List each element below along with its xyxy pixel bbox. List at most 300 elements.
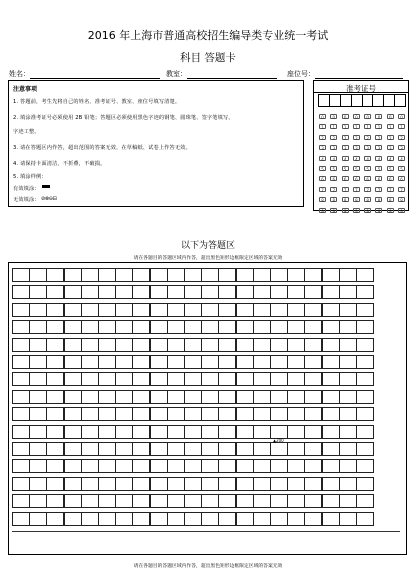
grid-cell[interactable] [167,390,185,404]
digit-bubble[interactable]: 2 [398,135,405,140]
grid-cell[interactable] [184,459,202,473]
grid-cell[interactable] [184,285,202,299]
digit-bubble[interactable]: 4 [398,156,405,161]
grid-cell[interactable] [304,268,322,282]
digit-bubble[interactable]: 7 [319,187,326,192]
grid-cell[interactable] [218,494,236,508]
digit-bubble[interactable]: 7 [364,187,371,192]
grid-cell[interactable] [322,459,340,473]
grid-cell[interactable] [356,338,374,352]
grid-cell[interactable] [150,512,168,526]
grid-cell[interactable] [115,407,133,421]
grid-cell[interactable] [304,494,322,508]
grid-cell[interactable] [12,355,30,369]
grid-cell[interactable] [132,355,150,369]
grid-cell[interactable] [132,459,150,473]
digit-bubble[interactable]: 4 [387,156,394,161]
digit-bubble[interactable]: 1 [375,124,382,129]
digit-bubble[interactable]: 9 [319,208,326,213]
grid-cell[interactable] [270,459,288,473]
digit-bubble[interactable]: 0 [342,114,349,119]
digit-bubble[interactable]: 4 [342,156,349,161]
digit-bubble[interactable]: 3 [387,145,394,150]
grid-cell[interactable] [218,268,236,282]
grid-cell[interactable] [339,390,357,404]
grid-cell[interactable] [339,425,357,439]
grid-cell[interactable] [339,303,357,317]
grid-cell[interactable] [322,355,340,369]
grid-cell[interactable] [236,477,254,491]
grid-cell[interactable] [356,477,374,491]
grid-cell[interactable] [236,268,254,282]
grid-cell[interactable] [201,390,219,404]
grid-cell[interactable] [81,355,99,369]
grid-cell[interactable] [81,338,99,352]
grid-cell[interactable] [287,372,305,386]
grid-cell[interactable] [115,285,133,299]
grid-cell[interactable] [287,442,305,456]
grid-cell[interactable] [184,477,202,491]
seat-field[interactable] [287,69,403,79]
grid-cell[interactable] [304,372,322,386]
grid-cell[interactable] [12,390,30,404]
grid-cell[interactable] [339,372,357,386]
grid-cell[interactable] [287,320,305,334]
grid-cell[interactable] [98,338,116,352]
digit-bubble[interactable]: 6 [375,176,382,181]
grid-cell[interactable] [322,494,340,508]
grid-cell[interactable] [287,425,305,439]
digit-bubble[interactable]: 7 [398,187,405,192]
grid-cell[interactable] [115,320,133,334]
grid-cell[interactable] [132,477,150,491]
grid-cell[interactable] [184,303,202,317]
grid-cell[interactable] [115,477,133,491]
grid-cell[interactable] [150,459,168,473]
grid-cell[interactable] [304,338,322,352]
grid-cell[interactable] [115,512,133,526]
digit-bubble[interactable]: 5 [387,166,394,171]
grid-cell[interactable] [253,338,271,352]
name-field[interactable] [9,69,160,79]
grid-cell[interactable] [339,407,357,421]
grid-cell[interactable] [201,268,219,282]
grid-cell[interactable] [150,425,168,439]
grid-cell[interactable] [184,268,202,282]
grid-cell[interactable] [46,390,64,404]
grid-cell[interactable] [115,355,133,369]
admission-digit-cell[interactable] [394,94,406,107]
grid-cell[interactable] [236,303,254,317]
grid-cell[interactable] [253,425,271,439]
grid-cell[interactable] [12,512,30,526]
digit-bubble[interactable]: 1 [353,124,360,129]
grid-cell[interactable] [64,442,82,456]
grid-cell[interactable] [356,268,374,282]
grid-cell[interactable] [167,459,185,473]
grid-cell[interactable] [64,338,82,352]
grid-cell[interactable] [81,512,99,526]
grid-cell[interactable] [270,285,288,299]
grid-cell[interactable] [29,442,47,456]
grid-cell[interactable] [339,338,357,352]
grid-cell[interactable] [201,459,219,473]
grid-cell[interactable] [46,268,64,282]
grid-cell[interactable] [132,338,150,352]
grid-cell[interactable] [339,512,357,526]
digit-bubble[interactable]: 0 [375,114,382,119]
grid-cell[interactable] [12,320,30,334]
grid-cell[interactable] [98,285,116,299]
grid-cell[interactable] [29,355,47,369]
digit-bubble[interactable]: 2 [342,135,349,140]
grid-cell[interactable] [270,477,288,491]
grid-cell[interactable] [339,285,357,299]
grid-cell[interactable] [201,285,219,299]
digit-bubble[interactable]: 8 [375,197,382,202]
digit-bubble[interactable]: 5 [353,166,360,171]
grid-cell[interactable] [12,268,30,282]
grid-cell[interactable] [236,512,254,526]
grid-cell[interactable] [132,372,150,386]
grid-cell[interactable] [64,512,82,526]
grid-cell[interactable] [167,425,185,439]
grid-cell[interactable] [46,355,64,369]
grid-cell[interactable] [150,303,168,317]
grid-cell[interactable] [167,512,185,526]
grid-cell[interactable] [322,407,340,421]
grid-cell[interactable] [29,390,47,404]
grid-cell[interactable] [218,303,236,317]
digit-bubble[interactable]: 4 [364,156,371,161]
grid-cell[interactable] [270,407,288,421]
grid-cell[interactable] [253,477,271,491]
grid-cell[interactable] [98,494,116,508]
grid-cell[interactable] [322,390,340,404]
digit-bubble[interactable]: 1 [387,124,394,129]
grid-cell[interactable] [150,407,168,421]
grid-cell[interactable] [218,390,236,404]
grid-cell[interactable] [150,320,168,334]
grid-cell[interactable] [270,390,288,404]
grid-cell[interactable] [12,407,30,421]
grid-cell[interactable] [115,459,133,473]
digit-bubble[interactable]: 8 [342,197,349,202]
digit-bubble[interactable]: 3 [319,145,326,150]
grid-cell[interactable] [46,477,64,491]
digit-bubble[interactable]: 8 [398,197,405,202]
grid-cell[interactable] [64,303,82,317]
grid-cell[interactable] [339,355,357,369]
digit-bubble[interactable]: 3 [398,145,405,150]
digit-bubble[interactable]: 5 [330,166,337,171]
grid-cell[interactable] [81,285,99,299]
grid-cell[interactable] [150,268,168,282]
digit-bubble[interactable]: 5 [319,166,326,171]
grid-cell[interactable] [46,425,64,439]
grid-cell[interactable] [29,303,47,317]
grid-cell[interactable] [339,320,357,334]
digit-bubble[interactable]: 1 [398,124,405,129]
grid-cell[interactable] [46,442,64,456]
grid-cell[interactable] [12,459,30,473]
grid-cell[interactable] [201,425,219,439]
digit-bubble[interactable]: 6 [342,176,349,181]
grid-cell[interactable] [29,512,47,526]
digit-bubble[interactable]: 3 [342,145,349,150]
grid-cell[interactable] [98,320,116,334]
grid-cell[interactable] [81,477,99,491]
grid-cell[interactable] [64,320,82,334]
grid-cell[interactable] [132,390,150,404]
grid-cell[interactable] [167,442,185,456]
grid-cell[interactable] [184,425,202,439]
digit-bubble[interactable]: 6 [353,176,360,181]
grid-cell[interactable] [270,268,288,282]
grid-cell[interactable] [287,285,305,299]
grid-cell[interactable] [201,407,219,421]
grid-cell[interactable] [29,320,47,334]
grid-cell[interactable] [287,355,305,369]
grid-cell[interactable] [81,268,99,282]
grid-cell[interactable] [12,372,30,386]
grid-cell[interactable] [322,338,340,352]
grid-cell[interactable] [184,338,202,352]
grid-cell[interactable] [46,372,64,386]
grid-cell[interactable] [322,372,340,386]
grid-cell[interactable] [150,390,168,404]
grid-cell[interactable] [287,512,305,526]
grid-cell[interactable] [81,459,99,473]
grid-cell[interactable] [64,425,82,439]
grid-cell[interactable] [253,494,271,508]
grid-cell[interactable] [29,268,47,282]
grid-cell[interactable] [287,407,305,421]
grid-cell[interactable] [218,425,236,439]
grid-cell[interactable] [64,477,82,491]
grid-cell[interactable] [356,425,374,439]
digit-bubble[interactable]: 1 [364,124,371,129]
digit-bubble[interactable]: 5 [375,166,382,171]
digit-bubble[interactable]: 8 [319,197,326,202]
digit-bubble[interactable]: 6 [364,176,371,181]
grid-cell[interactable] [12,442,30,456]
grid-cell[interactable] [12,285,30,299]
grid-cell[interactable] [304,303,322,317]
digit-bubble[interactable]: 9 [375,208,382,213]
grid-cell[interactable] [132,407,150,421]
grid-cell[interactable] [270,425,288,439]
digit-bubble[interactable]: 4 [353,156,360,161]
grid-cell[interactable] [236,442,254,456]
grid-cell[interactable] [218,477,236,491]
grid-cell[interactable] [287,338,305,352]
digit-bubble[interactable]: 9 [342,208,349,213]
digit-bubble[interactable]: 6 [330,176,337,181]
grid-cell[interactable] [29,459,47,473]
grid-cell[interactable] [115,425,133,439]
digit-bubble[interactable]: 9 [330,208,337,213]
grid-cell[interactable] [150,442,168,456]
grid-cell[interactable] [98,407,116,421]
grid-cell[interactable] [322,442,340,456]
grid-cell[interactable] [356,459,374,473]
digit-bubble[interactable]: 6 [319,176,326,181]
grid-cell[interactable] [339,459,357,473]
grid-cell[interactable] [184,494,202,508]
digit-bubble[interactable]: 4 [375,156,382,161]
grid-cell[interactable] [167,285,185,299]
digit-bubble[interactable]: 9 [398,208,405,213]
grid-cell[interactable] [167,320,185,334]
grid-cell[interactable] [29,372,47,386]
grid-cell[interactable] [29,338,47,352]
digit-bubble[interactable]: 2 [375,135,382,140]
digit-bubble[interactable]: 2 [387,135,394,140]
grid-cell[interactable] [356,442,374,456]
grid-cell[interactable] [253,512,271,526]
grid-cell[interactable] [46,338,64,352]
grid-cell[interactable] [81,390,99,404]
digit-bubble[interactable]: 3 [330,145,337,150]
grid-cell[interactable] [218,285,236,299]
grid-cell[interactable] [236,285,254,299]
digit-bubble[interactable]: 3 [364,145,371,150]
grid-cell[interactable] [304,442,322,456]
grid-cell[interactable] [64,494,82,508]
grid-cell[interactable] [218,355,236,369]
digit-bubble[interactable]: 4 [319,156,326,161]
grid-cell[interactable] [29,425,47,439]
grid-cell[interactable] [287,477,305,491]
grid-cell[interactable] [304,425,322,439]
grid-cell[interactable] [29,494,47,508]
grid-cell[interactable] [287,494,305,508]
grid-cell[interactable] [132,512,150,526]
grid-cell[interactable] [29,285,47,299]
grid-cell[interactable] [29,477,47,491]
grid-cell[interactable] [236,425,254,439]
grid-cell[interactable] [253,407,271,421]
grid-cell[interactable] [253,355,271,369]
grid-cell[interactable] [304,390,322,404]
grid-cell[interactable] [98,355,116,369]
digit-bubble[interactable]: 4 [330,156,337,161]
grid-cell[interactable] [150,372,168,386]
grid-cell[interactable] [29,407,47,421]
grid-cell[interactable] [81,303,99,317]
grid-cell[interactable] [46,494,64,508]
grid-cell[interactable] [98,390,116,404]
grid-cell[interactable] [236,494,254,508]
grid-cell[interactable] [218,338,236,352]
grid-cell[interactable] [356,285,374,299]
grid-cell[interactable] [98,372,116,386]
grid-cell[interactable] [167,477,185,491]
grid-cell[interactable] [322,268,340,282]
grid-cell[interactable] [201,303,219,317]
digit-bubble[interactable]: 0 [330,114,337,119]
digit-bubble[interactable]: 7 [387,187,394,192]
grid-cell[interactable] [167,372,185,386]
grid-cell[interactable] [167,338,185,352]
grid-cell[interactable] [98,512,116,526]
grid-cell[interactable] [304,477,322,491]
grid-cell[interactable] [64,285,82,299]
digit-bubble[interactable]: 5 [342,166,349,171]
grid-cell[interactable] [236,355,254,369]
digit-bubble[interactable]: 6 [387,176,394,181]
grid-cell[interactable] [64,459,82,473]
grid-cell[interactable] [167,407,185,421]
grid-cell[interactable] [201,494,219,508]
grid-cell[interactable] [167,494,185,508]
digit-bubble[interactable]: 2 [330,135,337,140]
grid-cell[interactable] [12,425,30,439]
grid-cell[interactable] [356,372,374,386]
grid-cell[interactable] [115,372,133,386]
grid-cell[interactable] [270,494,288,508]
grid-cell[interactable] [115,494,133,508]
grid-cell[interactable] [322,285,340,299]
grid-cell[interactable] [253,320,271,334]
grid-cell[interactable] [356,303,374,317]
grid-cell[interactable] [12,303,30,317]
grid-cell[interactable] [132,425,150,439]
grid-cell[interactable] [132,320,150,334]
grid-cell[interactable] [115,442,133,456]
digit-bubble[interactable]: 1 [330,124,337,129]
digit-bubble[interactable]: 9 [387,208,394,213]
grid-cell[interactable] [201,355,219,369]
grid-cell[interactable] [201,442,219,456]
grid-cell[interactable] [115,303,133,317]
digit-bubble[interactable]: 2 [353,135,360,140]
grid-cell[interactable] [236,407,254,421]
digit-bubble[interactable]: 7 [342,187,349,192]
grid-cell[interactable] [218,459,236,473]
grid-cell[interactable] [46,303,64,317]
grid-cell[interactable] [64,390,82,404]
digit-bubble[interactable]: 0 [353,114,360,119]
grid-cell[interactable] [115,268,133,282]
grid-cell[interactable] [253,459,271,473]
grid-cell[interactable] [132,303,150,317]
grid-cell[interactable] [184,442,202,456]
grid-cell[interactable] [270,512,288,526]
grid-cell[interactable] [12,494,30,508]
digit-bubble[interactable]: 3 [375,145,382,150]
digit-bubble[interactable]: 8 [353,197,360,202]
grid-cell[interactable] [184,512,202,526]
grid-cell[interactable] [304,320,322,334]
grid-cell[interactable] [253,303,271,317]
grid-cell[interactable] [270,442,288,456]
grid-cell[interactable] [201,512,219,526]
grid-cell[interactable] [253,390,271,404]
grid-cell[interactable] [304,459,322,473]
grid-cell[interactable] [115,390,133,404]
grid-cell[interactable] [253,268,271,282]
digit-bubble[interactable]: 5 [364,166,371,171]
grid-cell[interactable] [270,372,288,386]
grid-cell[interactable] [201,338,219,352]
grid-cell[interactable] [287,268,305,282]
digit-bubble[interactable]: 1 [319,124,326,129]
grid-cell[interactable] [218,372,236,386]
digit-bubble[interactable]: 7 [330,187,337,192]
grid-cell[interactable] [218,442,236,456]
